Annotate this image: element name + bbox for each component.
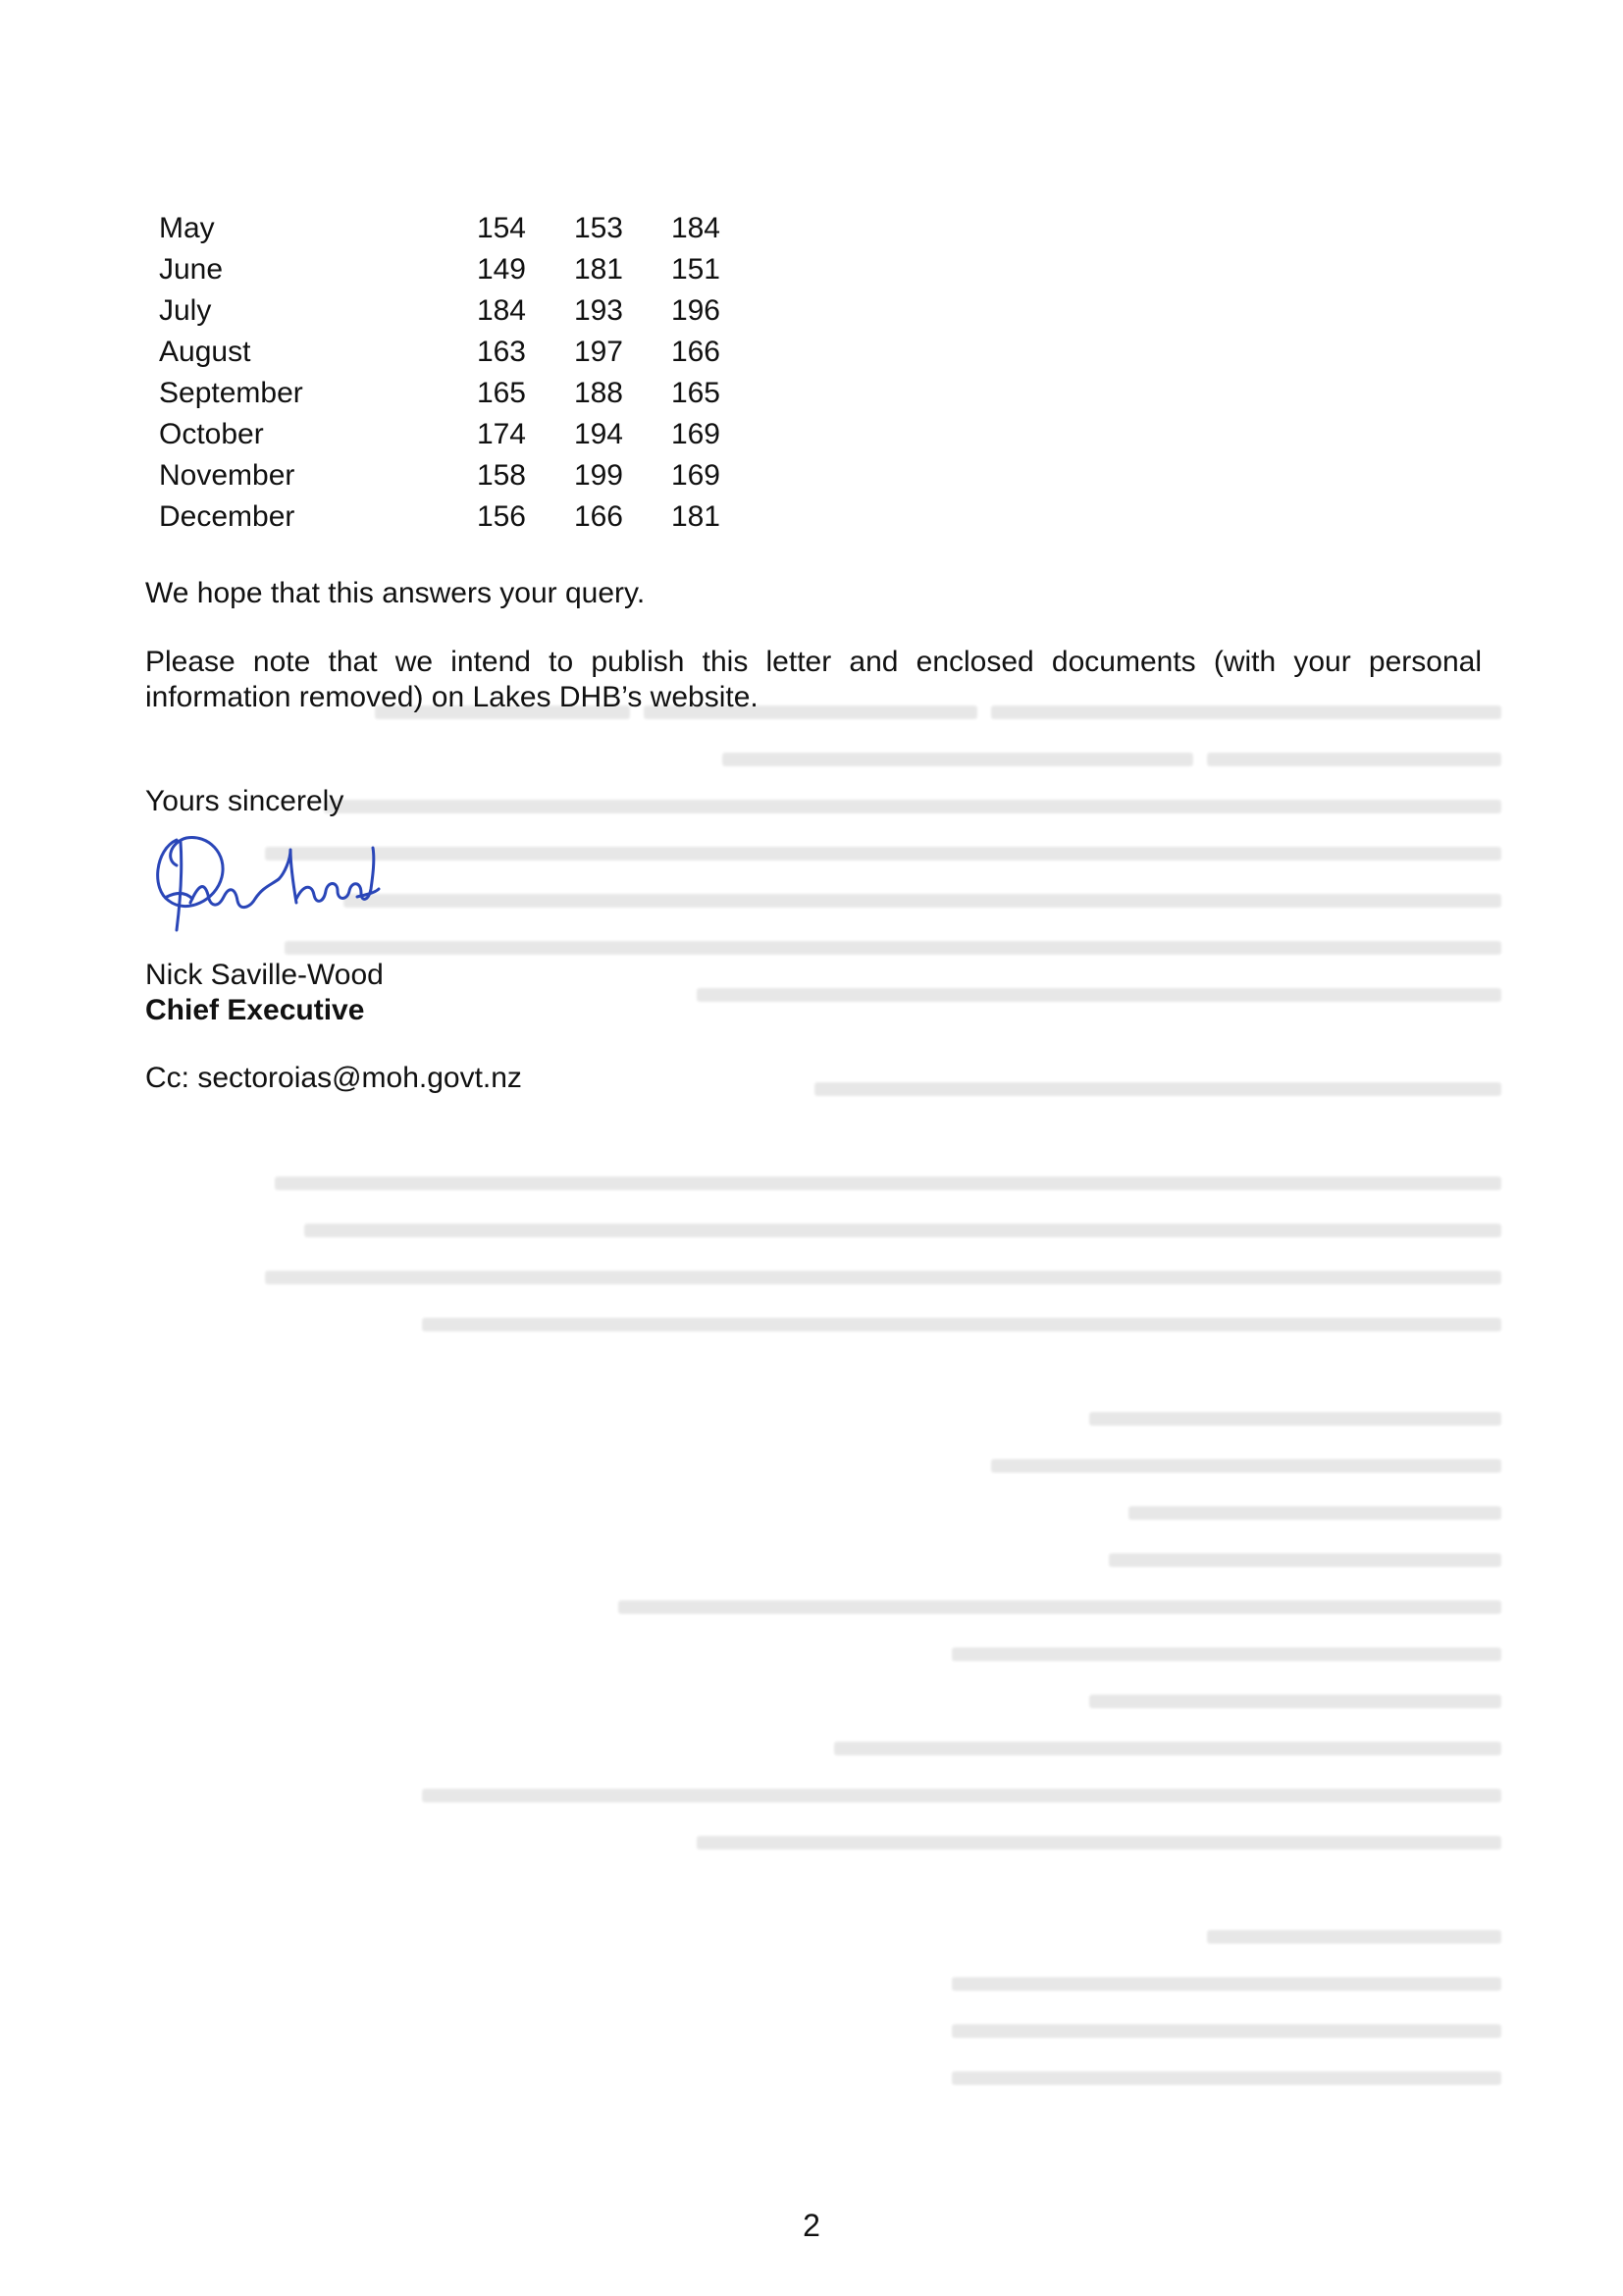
table-row xyxy=(159,414,720,455)
month-cell: August xyxy=(159,336,251,368)
closing-remark: We hope that this answers your query. xyxy=(145,577,646,609)
value-cell: 174 xyxy=(476,418,526,450)
value-cell: 181 xyxy=(573,253,623,286)
signatory-block xyxy=(145,958,384,1028)
month-cell: September xyxy=(159,377,303,409)
table-row xyxy=(159,496,720,538)
cc-line: Cc: sectoroias@moh.govt.nz xyxy=(145,1062,522,1094)
value-cell: 184 xyxy=(476,294,526,327)
value-cell: 196 xyxy=(670,294,720,327)
value-cell: 169 xyxy=(670,459,720,492)
table-row xyxy=(159,373,720,414)
table-row xyxy=(159,290,720,332)
table-row xyxy=(159,455,720,496)
value-cell: 165 xyxy=(476,377,526,409)
value-cell: 165 xyxy=(670,377,720,409)
table-row xyxy=(159,249,720,290)
signatory-name: Nick Saville-Wood xyxy=(145,959,384,991)
handwritten-signature-icon xyxy=(147,820,383,948)
month-cell: June xyxy=(159,253,224,286)
table-row xyxy=(159,208,720,249)
value-cell: 151 xyxy=(670,253,720,286)
month-cell: July xyxy=(159,294,212,327)
value-cell: 197 xyxy=(573,336,623,368)
value-cell: 194 xyxy=(573,418,623,450)
value-cell: 153 xyxy=(573,212,623,244)
value-cell: 154 xyxy=(476,212,526,244)
value-cell: 166 xyxy=(573,500,623,533)
value-cell: 199 xyxy=(573,459,623,492)
page-number: 2 xyxy=(803,2208,820,2243)
value-cell: 158 xyxy=(476,459,526,492)
value-cell: 156 xyxy=(476,500,526,533)
table-row xyxy=(159,332,720,373)
month-cell: October xyxy=(159,418,264,450)
month-cell: May xyxy=(159,212,215,244)
table-body xyxy=(159,208,720,538)
value-cell: 188 xyxy=(573,377,623,409)
salutation: Yours sincerely xyxy=(145,785,344,817)
month-cell: December xyxy=(159,500,295,533)
value-cell: 169 xyxy=(670,418,720,450)
monthly-counts-table xyxy=(159,208,720,538)
value-cell: 149 xyxy=(476,253,526,286)
value-cell: 163 xyxy=(476,336,526,368)
value-cell: 193 xyxy=(573,294,623,327)
signatory-title: Chief Executive xyxy=(145,994,365,1026)
month-cell: November xyxy=(159,459,295,492)
value-cell: 181 xyxy=(670,500,720,533)
publish-notice: Please note that we intend to publish this letter and enclosed documents (with your personal information removed) on Lakes DHB’s website. xyxy=(145,646,1482,713)
value-cell: 184 xyxy=(670,212,720,244)
value-cell: 166 xyxy=(670,336,720,368)
